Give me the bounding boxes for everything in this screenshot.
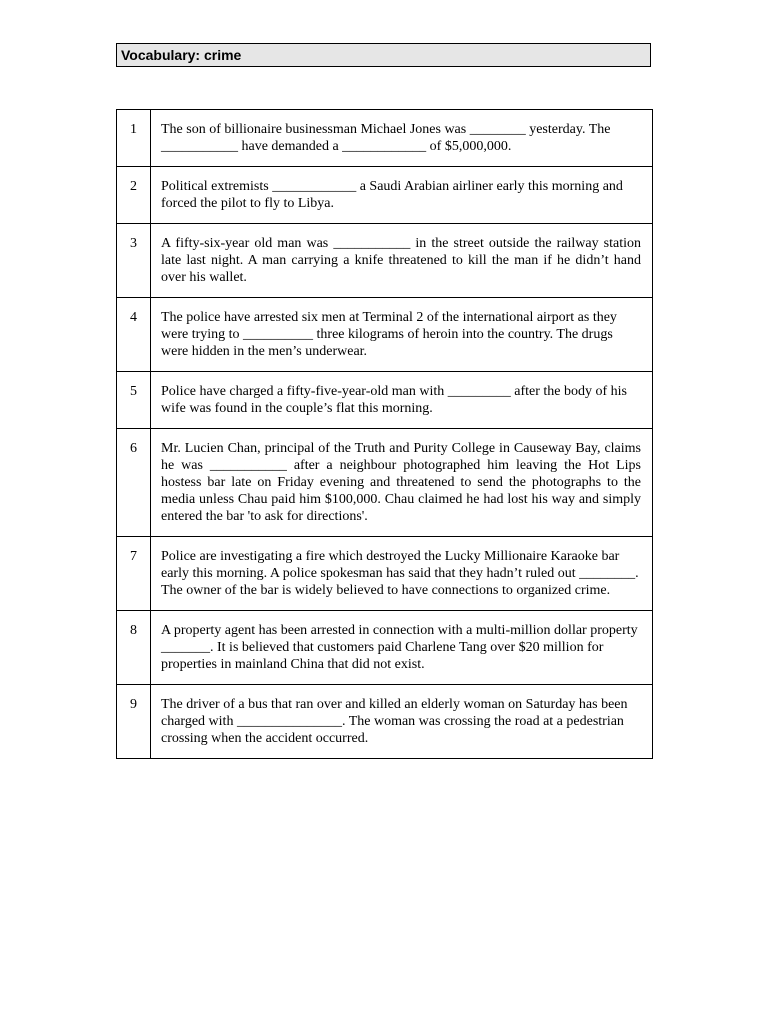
questions-table (116, 109, 653, 759)
question-text: The son of billionaire businessman Michael Jones was ________ yesterday. The ___________ have demanded a ____________ of $5,000,000. (151, 110, 653, 167)
question-number: 2 (117, 167, 151, 224)
question-text: Mr. Lucien Chan, principal of the Truth and Purity College in Causeway Bay, claims he was ___________ after a neighbour photographed him leaving the Hot Lips hostess bar late on Friday evening and threatened to send the photographs to the media unless Chau paid him $100,000. Chau claimed he had lost his way and simply entered the bar 'to ask for directions'. (151, 429, 653, 537)
question-number: 7 (117, 537, 151, 611)
question-number: 9 (117, 685, 151, 759)
title-box (116, 43, 651, 67)
question-number: 4 (117, 298, 151, 372)
question-number: 3 (117, 224, 151, 298)
question-number: 6 (117, 429, 151, 537)
question-text: Police have charged a fifty-five-year-old man with _________ after the body of his wife was found in the couple’s flat this morning. (151, 372, 653, 429)
question-row (117, 685, 653, 759)
question-row (117, 537, 653, 611)
question-text: The police have arrested six men at Terminal 2 of the international airport as they were trying to __________ three kilograms of heroin into the country. The drugs were hidden in the men’s underwear. (151, 298, 653, 372)
worksheet-title: Vocabulary: crime (121, 47, 242, 63)
question-text: The driver of a bus that ran over and killed an elderly woman on Saturday has been charged with _______________. The woman was crossing the road at a pedestrian crossing when the accident occurred. (151, 685, 653, 759)
question-number: 1 (117, 110, 151, 167)
question-row (117, 110, 653, 167)
question-row (117, 224, 653, 298)
question-text: A fifty-six-year old man was ___________ in the street outside the railway station late last night. A man carrying a knife threatened to kill the man if he didn’t hand over his wallet. (151, 224, 653, 298)
question-text: Political extremists ____________ a Saudi Arabian airliner early this morning and forced the pilot to fly to Libya. (151, 167, 653, 224)
question-row (117, 429, 653, 537)
question-text: Police are investigating a fire which destroyed the Lucky Millionaire Karaoke bar early this morning. A police spokesman has said that they hadn’t ruled out ________. The owner of the bar is widely believed to have connections to organized crime. (151, 537, 653, 611)
question-number: 8 (117, 611, 151, 685)
question-row (117, 167, 653, 224)
question-row (117, 372, 653, 429)
question-row (117, 298, 653, 372)
question-row (117, 611, 653, 685)
question-number: 5 (117, 372, 151, 429)
question-text: A property agent has been arrested in connection with a multi-million dollar property _______. It is believed that customers paid Charlene Tang over $20 million for properties in mainland China that did not exist. (151, 611, 653, 685)
